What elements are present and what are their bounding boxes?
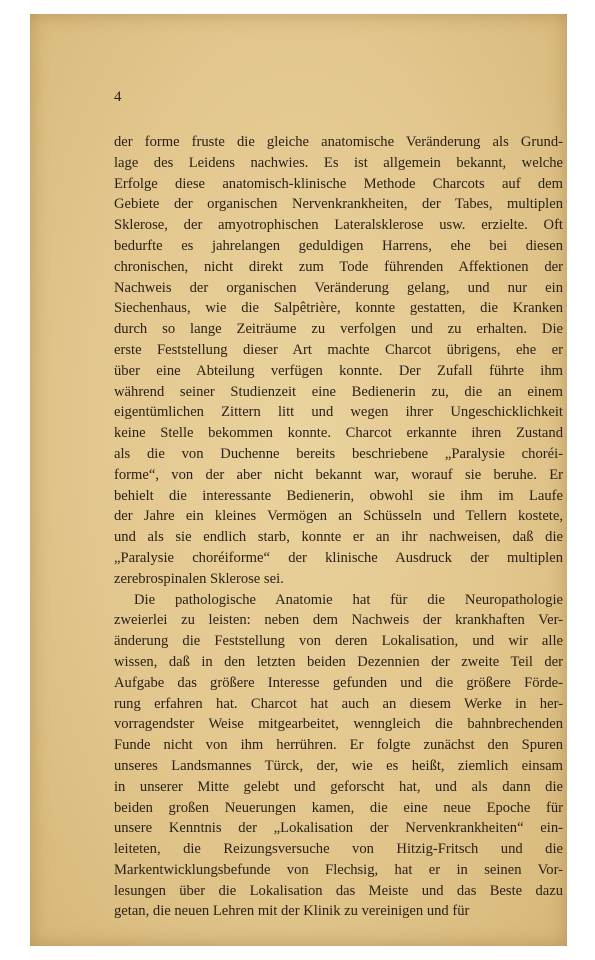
text-line: änderung die Feststellung von deren Lokalisation, und wir alle bbox=[114, 633, 563, 650]
paragraph bbox=[114, 132, 563, 590]
text-line: Gebiete der organischen Nervenkrankheiten, der Tabes, multiplen bbox=[114, 196, 563, 213]
text-line: behielt die interessante Bedienerin, obwohl sie ihm im Laufe bbox=[114, 487, 563, 504]
text-line: forme“, von der aber nicht bekannt war, worauf sie beruhe. Er bbox=[114, 466, 563, 483]
text-line: „Paralysie choréiforme“ der klinische Ausdruck der multiplen bbox=[114, 549, 563, 566]
text-line: lesungen über die Lokalisation das Meiste und das Beste dazu bbox=[114, 882, 563, 899]
page-body-text bbox=[114, 132, 563, 922]
text-line: der Jahre ein kleines Vermögen an Schüsseln und Tellern kostete, bbox=[114, 508, 563, 525]
text-line: Nachweis der organischen Veränderung gelang, und nur ein bbox=[114, 279, 563, 296]
text-line: beiden großen Neuerungen kamen, die eine neue Epoche für bbox=[114, 799, 563, 816]
page-number: 4 bbox=[114, 89, 122, 105]
text-line: getan, die neuen Lehren mit der Klinik zu vereinigen und für bbox=[114, 903, 470, 920]
text-line: chronischen, nicht direkt zum Tode führenden Affektionen der bbox=[114, 258, 563, 275]
text-line: der forme fruste die gleiche anatomische Veränderung als Grund- bbox=[114, 134, 563, 150]
text-line: eigentümlichen Zittern litt und wegen ihrer Ungeschicklichkeit bbox=[114, 404, 563, 421]
text-line: in unserer Mitte gelebt und geforscht hat, und als dann die bbox=[114, 778, 563, 795]
text-line: bedurfte es jahrelangen geduldigen Harrens, ehe bei diesen bbox=[114, 237, 563, 254]
text-line: über eine Abteilung verfügen konnte. Der Zufall führte ihm bbox=[114, 362, 563, 379]
text-line: Sklerose, der amyotrophischen Lateralsklerose usw. erzielte. Oft bbox=[114, 217, 563, 234]
text-line: leiteten, die Reizungsversuche von Hitzig-Fritsch und die bbox=[114, 841, 563, 858]
text-line: Aufgabe das größere Interesse gefunden und die größere Förde- bbox=[114, 674, 563, 691]
text-line: während seiner Studienzeit eine Bedienerin zu, die an einem bbox=[114, 383, 563, 400]
text-line: Funde nicht von ihm herrühren. Er folgte zunächst den Spuren bbox=[114, 737, 563, 754]
text-line: zweierlei zu leisten: neben dem Nachweis der krankhaften Ver- bbox=[114, 612, 563, 629]
text-line: durch so lange Zeiträume zu verfolgen und zu erhalten. Die bbox=[114, 321, 563, 338]
text-line: vorragendster Weise mitgearbeitet, wenngleich die bahnbrechenden bbox=[114, 716, 563, 733]
text-line: Erfolge diese anatomisch-klinische Methode Charcots auf dem bbox=[114, 175, 563, 192]
text-line: keine Stelle bekommen konnte. Charcot erkannte ihren Zustand bbox=[114, 425, 563, 442]
text-line: unsere Kenntnis der „Lokalisation der Nervenkrankheiten“ ein- bbox=[114, 820, 563, 837]
text-line: Markentwicklungsbefunde von Flechsig, hat er in seinen Vor- bbox=[114, 861, 563, 878]
text-line: Die pathologische Anatomie hat für die Neuropathologie bbox=[134, 591, 563, 608]
text-line: zerebrospinalen Sklerose sei. bbox=[114, 570, 284, 587]
text-line: erste Feststellung dieser Art machte Charcot übrigens, ehe er bbox=[114, 341, 563, 358]
text-line: unseres Landsmannes Türck, der, wie es heißt, ziemlich einsam bbox=[114, 757, 563, 774]
paragraph bbox=[114, 590, 563, 923]
text-line: rung erfahren hat. Charcot hat auch an diesem Werke in her- bbox=[114, 695, 563, 712]
text-line: Siechenhaus, wie die Salpêtrière, konnte gestatten, die Kranken bbox=[114, 300, 563, 317]
text-line: lage des Leidens nachwies. Es ist allgemein bekannt, welche bbox=[114, 154, 563, 171]
text-line: als die von Duchenne bereits beschriebene „Paralysie choréi- bbox=[114, 445, 563, 462]
text-line: wissen, daß in den letzten beiden Dezennien der zweite Teil der bbox=[114, 653, 563, 670]
text-line: und als sie endlich starb, konnte er an ihr nachweisen, daß die bbox=[114, 529, 563, 546]
book-page bbox=[30, 14, 567, 946]
